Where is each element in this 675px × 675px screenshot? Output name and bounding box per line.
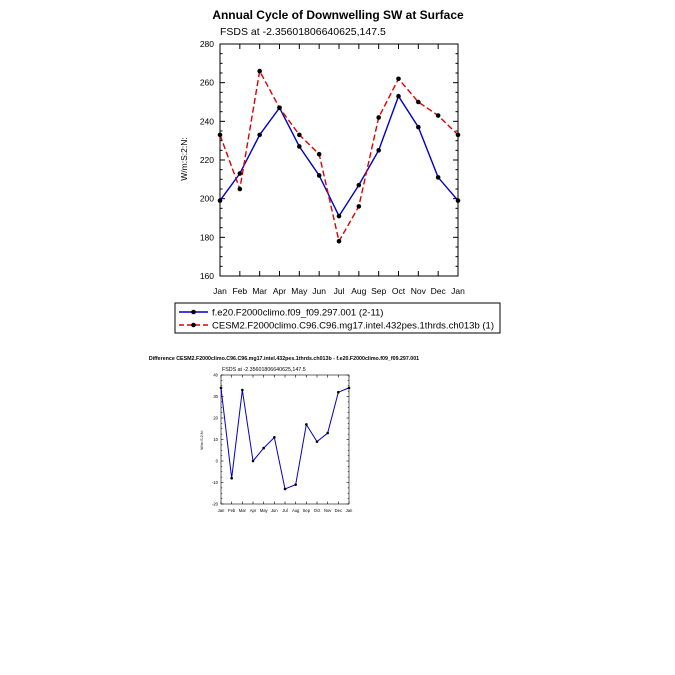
difference-y-tick-label: 0 [215,458,218,464]
difference-series-1-point [348,387,351,390]
difference-y-axis-label: W/m:S:2:N: [200,430,204,450]
main-x-tick-label: Oct [391,286,406,296]
difference-plot-area [212,372,353,513]
main-x-tick-label: Dec [430,286,446,296]
main-series-2-point [376,115,381,120]
legend-label-series-2: CESM2.F2000climo.C96.C96.mg17.intel.432pes.1thrds.ch013b (1) [212,320,494,332]
difference-x-tick-label: May [259,508,268,513]
difference-series-1-line [221,388,349,489]
main-y-axis-label: W/m:S:2:N: [179,137,189,181]
main-y-tick-label: 160 [199,270,214,281]
main-x-tick-label: Aug [351,286,367,296]
main-x-tick-label: Jul [333,286,345,296]
main-y-tick-label: 200 [199,193,214,204]
difference-series-1-point [305,423,308,426]
difference-y-tick-label: 30 [213,393,218,399]
difference-chart [149,356,419,513]
main-series-1-point [357,183,362,188]
main-x-tick-label: Sep [371,286,387,296]
main-y-tick-label: 240 [199,116,214,127]
difference-x-tick-label: Jan [345,508,353,513]
difference-series-1-point [273,436,276,439]
difference-x-tick-label: Jun [270,508,278,513]
main-series-1-point [436,175,441,180]
main-y-tick-label: 180 [199,232,214,243]
main-series-1-point [396,94,401,99]
difference-x-tick-label: Apr [249,508,257,513]
main-x-tick-label: Feb [232,286,248,296]
difference-x-tick-label: Mar [238,508,246,513]
main-y-tick-label: 260 [199,77,214,88]
difference-subtitle: FSDS at -2.35601806640625,147.5 [222,367,306,373]
difference-title: Difference CESM2.F2000climo.C96.C96.mg17.intel.432pes.1thrds.ch013b - f.e20.F2000climo.f09_f09.297.001 [148,356,420,362]
main-series-2-point [297,133,302,138]
main-series-2-point [396,77,401,82]
main-plot-area [200,39,465,296]
difference-series-1-point [326,432,329,435]
difference-y-tick-label: 20 [213,415,218,421]
difference-series-1-point [294,483,297,486]
main-series-1-point [218,198,223,203]
main-y-tick-label: 220 [199,154,214,165]
main-series-2-point [238,187,243,192]
main-series-1-line [220,96,458,216]
legend-marker-series-2 [191,323,196,328]
difference-series-1-point [316,440,319,443]
main-series-2-point [436,113,441,118]
difference-x-tick-label: Jul [282,508,288,513]
main-x-tick-label: Mar [252,286,267,296]
main-series-2-point [277,106,282,111]
main-x-tick-label: Jan [213,286,227,296]
main-series-2-point [416,100,421,105]
difference-series-1-point [252,460,255,463]
main-y-tick-label: 280 [199,38,214,49]
main-series-1-point [376,148,381,153]
main-series-1-point [238,171,243,176]
main-title: Annual Cycle of Downwelling SW at Surface [212,8,464,22]
difference-x-tick-label: Dec [334,508,343,513]
legend-label-series-1: f.e20.F2000climo.f09_f09.297.001 (2-11) [212,307,384,319]
legend-marker-series-1 [191,310,196,315]
difference-series-1-point [262,447,265,450]
main-series-2-point [456,133,461,138]
main-chart [179,8,465,296]
difference-x-tick-label: Sep [302,508,311,513]
main-series-1-point [416,125,421,130]
difference-y-tick-label: -10 [211,479,218,485]
main-series-2-point [218,133,223,138]
main-series-1-point [257,133,262,138]
legend [175,303,500,333]
main-series-2-point [337,239,342,244]
difference-series-1-point [284,488,287,491]
difference-x-tick-label: Aug [291,508,300,513]
main-x-tick-label: May [291,286,308,296]
main-series-2-point [357,204,362,209]
difference-series-1-point [241,389,244,392]
difference-x-tick-label: Jan [217,508,225,513]
difference-x-tick-label: Feb [228,508,236,513]
difference-y-tick-label: -20 [211,501,218,507]
main-series-1-point [317,173,322,178]
main-series-1-point [297,144,302,149]
difference-x-tick-label: Oct [313,508,321,513]
difference-x-tick-label: Nov [323,508,332,513]
main-series-2-point [317,152,322,157]
main-series-1-point [456,198,461,203]
main-subtitle: FSDS at -2.35601806640625,147.5 [220,26,386,38]
difference-series-1-point [230,477,233,480]
main-series-2-point [257,69,262,74]
main-series-1-point [337,214,342,219]
difference-y-tick-label: 10 [213,436,218,442]
difference-plot-frame [221,375,349,504]
difference-series-1-point [220,387,223,390]
main-x-tick-label: Apr [272,286,287,296]
difference-y-tick-label: 40 [213,372,218,378]
difference-series-1-point [337,391,340,394]
main-x-tick-label: Jun [312,286,327,296]
main-x-tick-label: Jan [451,286,465,296]
main-x-tick-label: Nov [410,286,426,296]
